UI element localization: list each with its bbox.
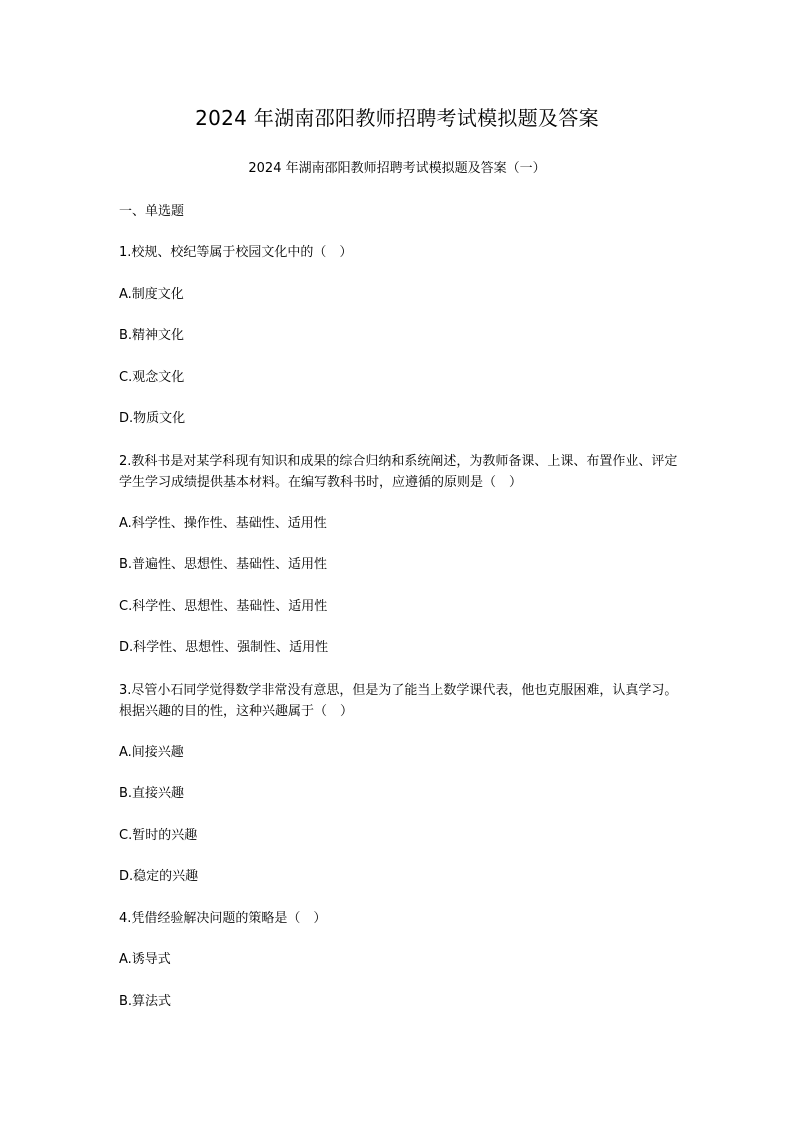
section-heading: 一、单选题 bbox=[119, 204, 185, 219]
question-2-option-a: A.科学性、操作性、基础性、适用性 bbox=[119, 516, 327, 531]
question-2-option-c: C.科学性、思想性、基础性、适用性 bbox=[119, 599, 328, 614]
question-2-stem: 2.教科书是对某学科现有知识和成果的综合归纳和系统阐述，为教师备课、上课、布置作业、评定学生学习成绩提供基本材料。在编写教科书时，应遵循的原则是（ ） bbox=[119, 454, 678, 490]
question-3-option-b: B.直接兴趣 bbox=[119, 786, 185, 801]
question-4-option-a: A.诱导式 bbox=[119, 952, 171, 967]
question-4-stem: 4.凭借经验解决问题的策略是（ ） bbox=[119, 911, 327, 926]
question-1-option-d: D.物质文化 bbox=[119, 411, 186, 426]
question-1-stem: 1.校规、校纪等属于校园文化中的（ ） bbox=[119, 245, 353, 260]
question-2-option-b: B.普遍性、思想性、基础性、适用性 bbox=[119, 557, 328, 572]
question-4-option-b: B.算法式 bbox=[119, 994, 172, 1009]
question-3-option-c: C.暂时的兴趣 bbox=[119, 828, 198, 843]
question-2-option-d: D.科学性、思想性、强制性、适用性 bbox=[119, 640, 329, 655]
question-1-option-c: C.观念文化 bbox=[119, 370, 185, 385]
document-subtitle: 2024 年湖南邵阳教师招聘考试模拟题及答案（一） bbox=[248, 161, 546, 176]
question-3-option-d: D.稳定的兴趣 bbox=[119, 869, 199, 884]
document-title: 2024 年湖南邵阳教师招聘考试模拟题及答案 bbox=[195, 106, 599, 130]
question-1-option-a: A.制度文化 bbox=[119, 287, 184, 302]
question-1-option-b: B.精神文化 bbox=[119, 328, 185, 343]
question-3-stem: 3.尽管小石同学觉得数学非常没有意思，但是为了能当上数学课代表，他也克服困难，认真学习。根据兴趣的目的性，这种兴趣属于（ ） bbox=[119, 683, 678, 719]
question-3-option-a: A.间接兴趣 bbox=[119, 745, 184, 760]
